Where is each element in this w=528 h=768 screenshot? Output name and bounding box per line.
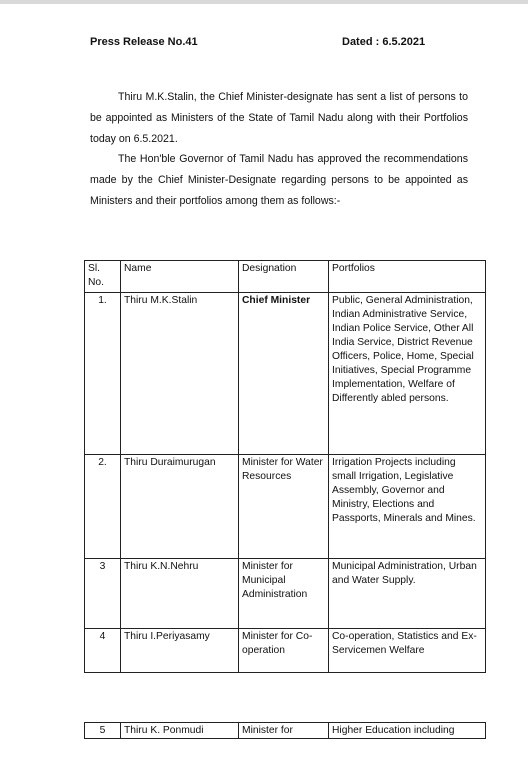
- page-top-border: [0, 0, 528, 4]
- table-row: [85, 559, 486, 629]
- cell-sl-no: 3: [85, 559, 121, 629]
- approval-paragraph: [90, 149, 468, 212]
- cell-sl-no: 5: [85, 723, 121, 739]
- cell-name: Thiru K.N.Nehru: [121, 559, 239, 629]
- intro-paragraph: [90, 87, 468, 150]
- table-header-row: [85, 261, 486, 293]
- press-release-header: [0, 36, 528, 52]
- release-number: Press Release No.41: [90, 36, 198, 48]
- cell-sl-no: 1.: [85, 293, 121, 455]
- cell-designation: Minister for: [239, 723, 329, 739]
- cell-portfolios: Municipal Administration, Urban and Water Supply.: [329, 559, 486, 629]
- ministers-table-continued: [84, 722, 486, 739]
- cell-name: Thiru I.Periyasamy: [121, 629, 239, 673]
- column-header-portfolios: Portfolios: [329, 261, 486, 293]
- table-row: [85, 455, 486, 559]
- release-date: Dated : 6.5.2021: [342, 36, 426, 48]
- table-row: [85, 723, 486, 739]
- table-row: [85, 293, 486, 455]
- cell-designation: Chief Minister: [239, 293, 329, 455]
- column-header-designation: Designation: [239, 261, 329, 293]
- cell-name: Thiru Duraimurugan: [121, 455, 239, 559]
- intro-paragraph-text: Thiru M.K.Stalin, the Chief Minister-designate has sent a list of persons to be appointed as Ministers of the State of Tamil Nadu along with their Portfolios today on 6.5.2021.: [90, 91, 468, 145]
- cell-sl-no: 2.: [85, 455, 121, 559]
- ministers-table: [84, 260, 486, 673]
- cell-name: Thiru K. Ponmudi: [121, 723, 239, 739]
- table-row: [85, 629, 486, 673]
- cell-designation: Minister for Municipal Administration: [239, 559, 329, 629]
- cell-portfolios: Higher Education including: [329, 723, 486, 739]
- approval-paragraph-text: The Hon'ble Governor of Tamil Nadu has approved the recommendations made by the Chief Minister-Designate regarding persons to be appointed as Ministers and their portfolios among them as follows:-: [90, 153, 468, 207]
- column-header-sl-no: Sl. No.: [85, 261, 121, 293]
- cell-designation: Minister for Co-operation: [239, 629, 329, 673]
- cell-name: Thiru M.K.Stalin: [121, 293, 239, 455]
- column-header-name: Name: [121, 261, 239, 293]
- cell-designation: Minister for Water Resources: [239, 455, 329, 559]
- cell-portfolios: Co-operation, Statistics and Ex-Servicemen Welfare: [329, 629, 486, 673]
- cell-sl-no: 4: [85, 629, 121, 673]
- cell-portfolios: Public, General Administration, Indian Administrative Service, Indian Police Service, Other All India Service, District Revenue Officers, Police, Home, Special Initiatives, Special Programme Implementation, Welfare of Differently abled persons.: [329, 293, 486, 455]
- cell-portfolios: Irrigation Projects including small Irrigation, Legislative Assembly, Governor and Ministry, Elections and Passports, Minerals and Mines.: [329, 455, 486, 559]
